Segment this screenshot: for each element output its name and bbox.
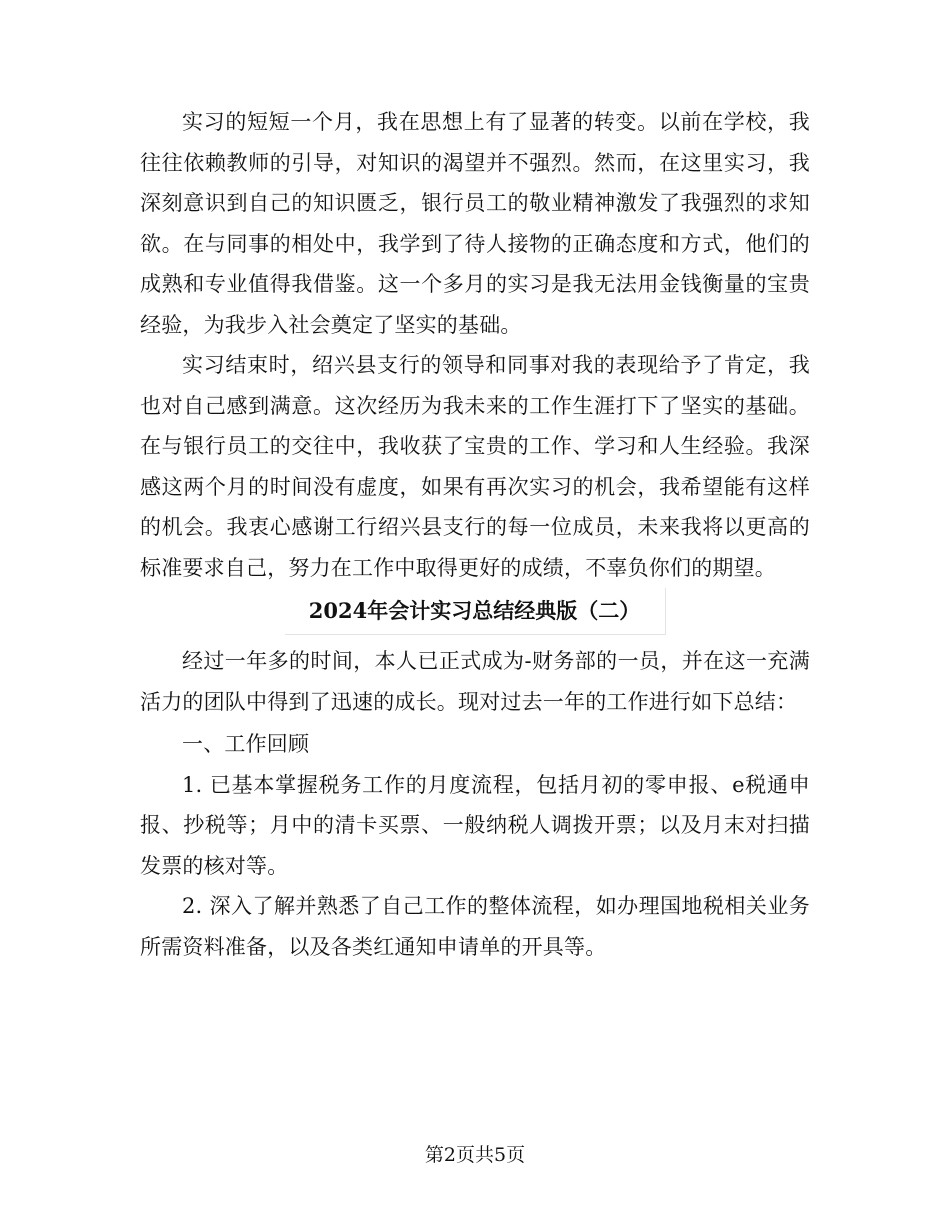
paragraph-internship-conclusion: 实习结束时，绍兴县支行的领导和同事对我的表现给予了肯定，我也对自己感到满意。这次经历为我未来的工作生涯打下了坚实的基础。在与银行员工的交往中，我收获了宝贵的工作、学习和人生经验。我深感这两个月的时间没有虚度，如果有再次实习的机会，我希望能有这样的机会。我衷心感谢工行绍兴县支行的每一位成员，未来我将以更高的标准要求自己，努力在工作中取得更好的成绩，不辜负你们的期望。 xyxy=(140,353,810,580)
page-indicator: 第2页共5页 xyxy=(424,1144,526,1166)
document-body xyxy=(140,102,810,967)
paragraph-review-item-2: 2. 深入了解并熟悉了自己工作的整体流程，如办理国地税相关业务所需资料准备，以及各类红通知申请单的开具等。 xyxy=(140,894,810,959)
paragraph-summary-intro: 经过一年多的时间，本人已正式成为-财务部的一员，并在这一充满活力的团队中得到了迅速的成长。现对过去一年的工作进行如下总结： xyxy=(140,649,810,714)
section-title: 2024年会计实习总结经典版（二） xyxy=(285,588,666,635)
paragraph-review-item-1: 1. 已基本掌握税务工作的月度流程，包括月初的零申报、e税通申报、抄税等；月中的清卡买票、一般纳税人调拨开票；以及月末对扫描发票的核对等。 xyxy=(140,772,810,878)
paragraph-internship-reflection: 实习的短短一个月，我在思想上有了显著的转变。以前在学校，我往往依赖教师的引导，对知识的渴望并不强烈。然而，在这里实习，我深刻意识到自己的知识匮乏，银行员工的敬业精神激发了我强烈的求知欲。在与同事的相处中，我学到了待人接物的正确态度和方式，他们的成熟和专业值得我借鉴。这一个多月的实习是我无法用金钱衡量的宝贵经验，为我步入社会奠定了坚实的基础。 xyxy=(140,110,810,337)
paragraph-section-heading: 一、工作回顾 xyxy=(182,732,310,756)
